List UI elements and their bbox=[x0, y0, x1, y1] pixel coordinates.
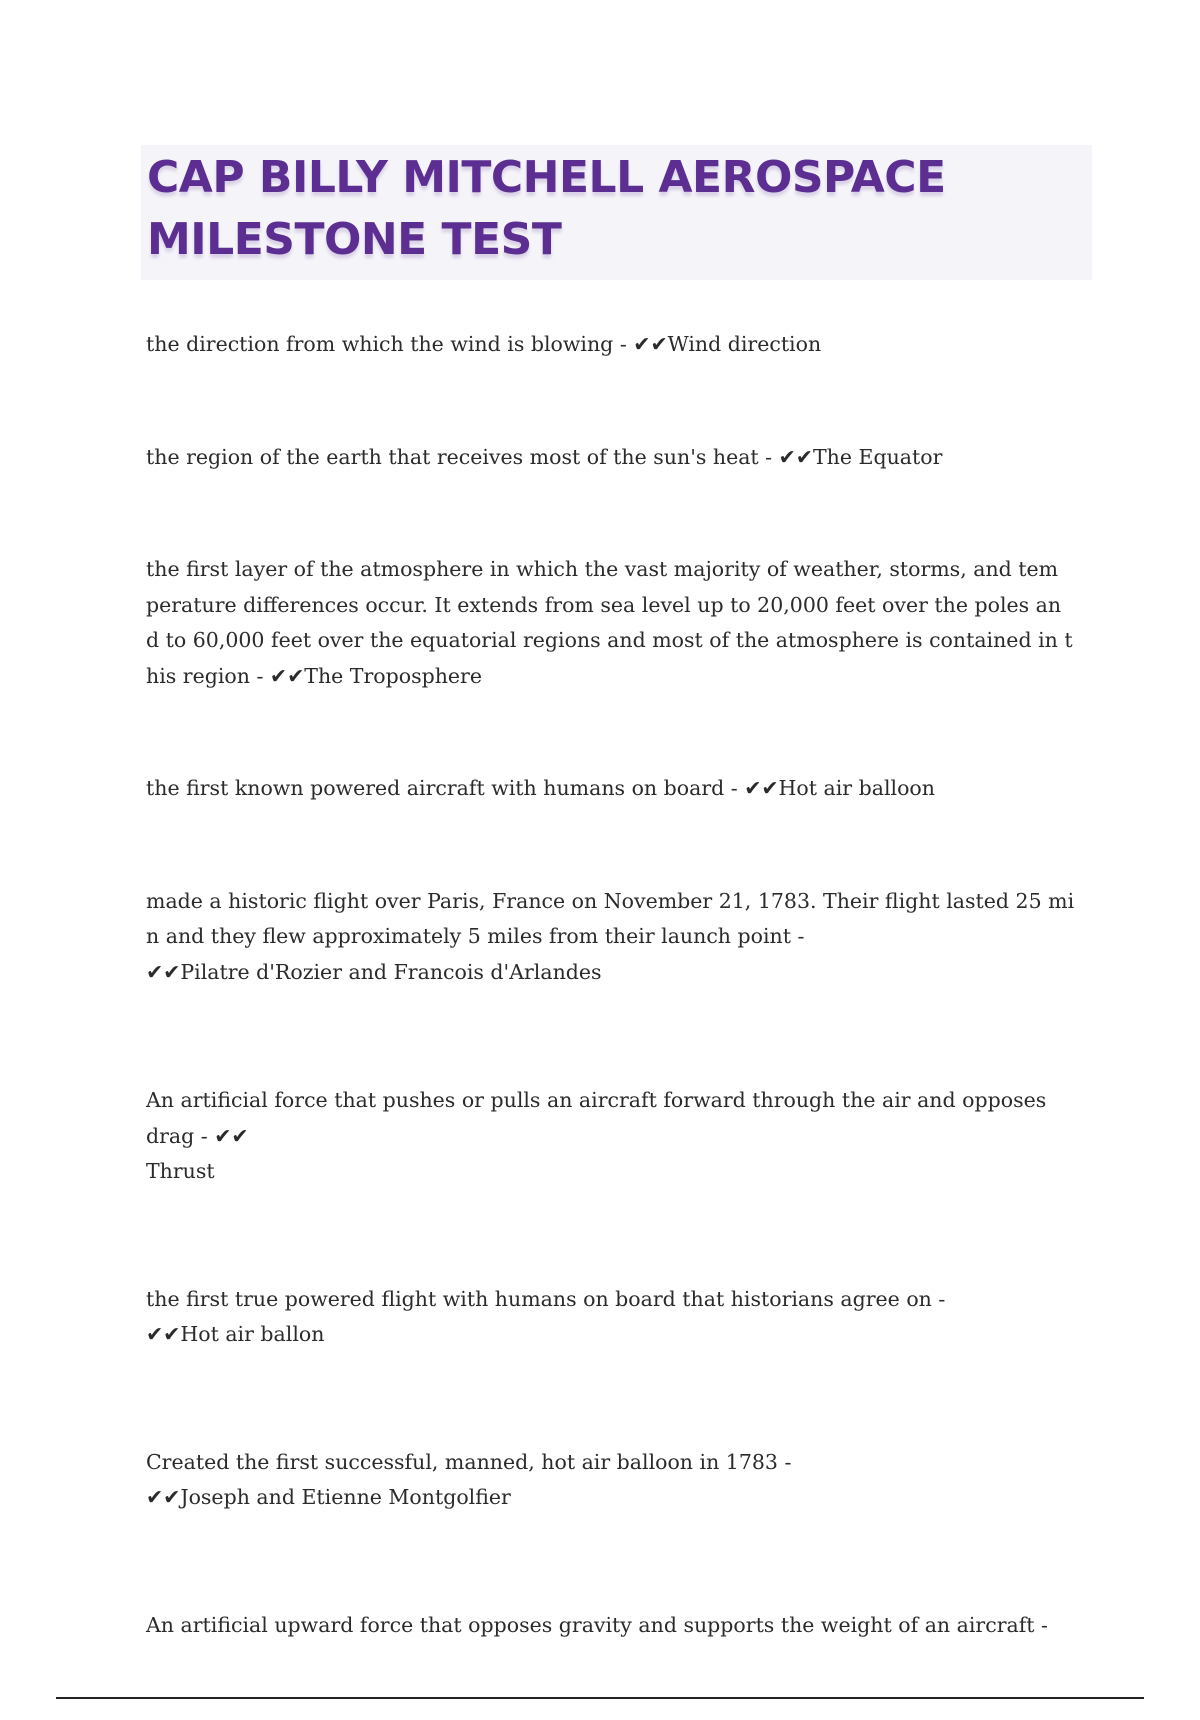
qa-line: drag - ✔✔ bbox=[146, 1123, 249, 1148]
qa-line: the region of the earth that receives most of the sun's heat - ✔✔The Equator bbox=[146, 444, 943, 469]
qa-entry-first-true-powered-flight bbox=[146, 1282, 1094, 1353]
page-title-line-2: MILESTONE TEST bbox=[147, 214, 562, 265]
qa-entry-paris-flight bbox=[146, 884, 1094, 991]
qa-line: the direction from which the wind is blowing - ✔✔Wind direction bbox=[146, 332, 822, 356]
title-banner bbox=[141, 145, 1092, 280]
qa-line: d to 60,000 feet over the equatorial regions and most of the atmosphere is contained in t bbox=[146, 628, 1073, 652]
qa-line: perature differences occur. It extends from sea level up to 20,000 feet over the poles an bbox=[146, 592, 1062, 617]
qa-line: made a historic flight over Paris, France on November 21, 1783. Their flight lasted 25 mi bbox=[146, 888, 1075, 913]
qa-line: ✔✔Joseph and Etienne Montgolfier bbox=[146, 1485, 511, 1509]
qa-entry-thrust bbox=[146, 1083, 1094, 1190]
qa-line: ✔✔Hot air ballon bbox=[146, 1322, 325, 1346]
qa-entry-equator bbox=[146, 440, 1094, 476]
qa-entry-montgolfier bbox=[146, 1445, 1094, 1516]
qa-line: An artificial upward force that opposes gravity and supports the weight of an aircraft - bbox=[146, 1612, 1048, 1637]
qa-entry-first-powered-aircraft bbox=[146, 771, 1094, 807]
qa-line: Created the first successful, manned, hot air balloon in 1783 - bbox=[146, 1449, 792, 1474]
qa-entry-troposphere bbox=[146, 552, 1094, 694]
qa-line: n and they flew approximately 5 miles from their launch point - bbox=[146, 924, 805, 948]
qa-entry-wind-direction bbox=[146, 327, 1094, 363]
qa-line: Thrust bbox=[146, 1159, 215, 1183]
qa-line: An artificial force that pushes or pulls an aircraft forward through the air and opposes bbox=[146, 1088, 1047, 1112]
qa-line: ✔✔Pilatre d'Rozier and Francois d'Arlandes bbox=[146, 959, 602, 984]
page-title-line-1: CAP BILLY MITCHELL AEROSPACE bbox=[147, 152, 946, 203]
question-answer-list bbox=[146, 327, 1094, 1720]
footer-divider bbox=[56, 1697, 1144, 1699]
qa-entry-lift bbox=[146, 1608, 1094, 1644]
qa-line: the first known powered aircraft with humans on board - ✔✔Hot air balloon bbox=[146, 776, 935, 800]
qa-line: the first layer of the atmosphere in which the vast majority of weather, storms, and tem bbox=[146, 557, 1059, 581]
qa-line: his region - ✔✔The Troposphere bbox=[146, 663, 482, 688]
qa-line: the first true powered flight with humans on board that historians agree on - bbox=[146, 1286, 946, 1311]
